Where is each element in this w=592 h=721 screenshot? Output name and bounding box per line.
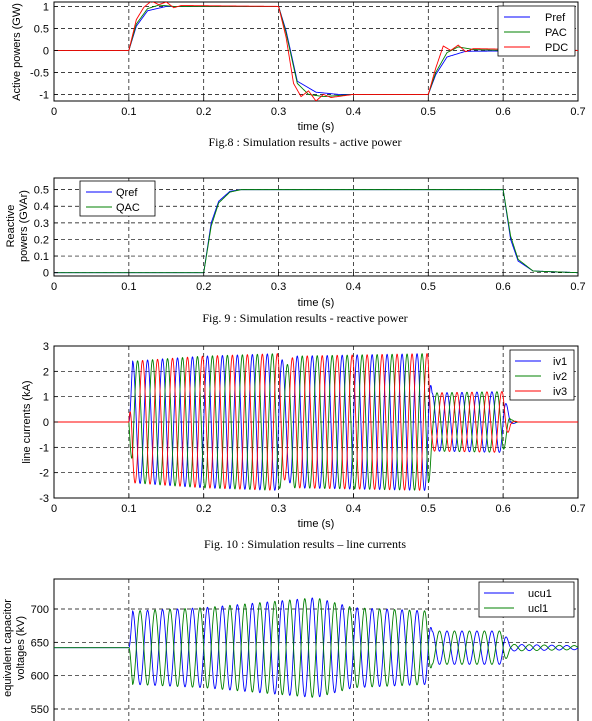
x-tick-label: 0.3 bbox=[270, 281, 287, 293]
y-axis-label-3: line currents (kA) bbox=[21, 380, 33, 464]
legend-2 bbox=[80, 181, 155, 216]
x-axis-label-2: time (s) bbox=[297, 297, 335, 309]
legend-label-ucu1: ucu1 bbox=[528, 588, 552, 600]
x-tick-label: 0.2 bbox=[196, 106, 212, 118]
x-tick-label: 0.4 bbox=[345, 503, 362, 515]
x-tick-label: 0.1 bbox=[121, 503, 137, 515]
y-tick-label: -1 bbox=[39, 442, 49, 455]
y-tick-label: 0 bbox=[42, 267, 49, 280]
y-tick-label: 1 bbox=[42, 391, 49, 404]
y-tick-label: 0.3 bbox=[33, 217, 49, 230]
caption-fig10: Fig. 10 : Simulation results – line currents bbox=[204, 537, 406, 551]
y-tick-label: 550 bbox=[30, 704, 49, 716]
y-tick-label: 0.5 bbox=[33, 184, 49, 197]
legend-label-qref: Qref bbox=[116, 187, 138, 199]
y-tick-label: 600 bbox=[30, 670, 49, 683]
x-tick-label: 0.3 bbox=[270, 503, 287, 515]
x-tick-label: 0.6 bbox=[495, 106, 511, 118]
y-tick-label: 0.4 bbox=[33, 201, 49, 214]
y-tick-label: 700 bbox=[30, 604, 49, 616]
panel-reactive-power bbox=[5, 178, 586, 325]
y-axis-label-2a: Reactive bbox=[5, 204, 17, 248]
x-tick-label: 0.6 bbox=[495, 503, 511, 515]
legend-box-4 bbox=[479, 582, 574, 617]
panel-line-currents bbox=[21, 341, 586, 551]
y-tick-label: 0 bbox=[42, 45, 49, 58]
y-tick-label: 3 bbox=[42, 341, 49, 353]
x-tick-label: 0.4 bbox=[345, 106, 362, 118]
x-tick-label: 0.5 bbox=[420, 106, 436, 118]
y-tick-label: 1 bbox=[42, 1, 49, 14]
legend-label-iv3: iv3 bbox=[553, 386, 568, 398]
legend-label-ucl1: ucl1 bbox=[528, 603, 549, 615]
y-tick-label: -0.5 bbox=[30, 67, 49, 80]
legend-3 bbox=[510, 350, 574, 400]
y-tick-label: 0.5 bbox=[33, 23, 49, 36]
legend-label-pdc: PDC bbox=[545, 42, 569, 54]
legend-1 bbox=[498, 6, 575, 56]
legend-4 bbox=[479, 582, 574, 617]
x-tick-label: 0.6 bbox=[495, 281, 511, 293]
x-tick-label: 0.7 bbox=[570, 281, 586, 293]
y-axis-label-1: Active powers (GW) bbox=[11, 3, 23, 101]
y-tick-label: 650 bbox=[30, 637, 49, 650]
x-tick-label: 0.5 bbox=[420, 281, 436, 293]
x-tick-label: 0.7 bbox=[570, 503, 586, 515]
x-tick-label: 0 bbox=[50, 106, 58, 118]
y-axis-label-4a: equivalent capacitor bbox=[2, 599, 14, 697]
y-tick-label: 0.1 bbox=[33, 251, 49, 264]
x-axis-label-3: time (s) bbox=[297, 518, 335, 530]
x-tick-label: 0.5 bbox=[420, 503, 436, 515]
y-tick-label: -3 bbox=[39, 493, 49, 505]
x-tick-label: 0.7 bbox=[570, 106, 586, 118]
legend-label-qac: QAC bbox=[116, 202, 140, 214]
y-tick-label: -1 bbox=[39, 89, 49, 102]
panel-capacitor-voltages bbox=[2, 579, 578, 721]
x-tick-label: 0 bbox=[50, 503, 58, 515]
x-tick-label: 0.2 bbox=[196, 281, 212, 293]
x-tick-label: 0.3 bbox=[270, 106, 287, 118]
x-tick-label: 0 bbox=[50, 281, 58, 293]
y-tick-label: 2 bbox=[42, 366, 49, 379]
x-tick-label: 0.2 bbox=[196, 503, 212, 515]
panel-active-power bbox=[11, 1, 586, 149]
y-tick-label: 0.2 bbox=[33, 234, 49, 247]
caption-fig9: Fig. 9 : Simulation results - reactive power bbox=[202, 311, 408, 325]
legend-label-pref: Pref bbox=[545, 12, 566, 24]
y-tick-label: -2 bbox=[39, 467, 49, 480]
x-axis-label-1: time (s) bbox=[297, 121, 335, 133]
legend-label-pac: PAC bbox=[545, 27, 567, 39]
x-tick-label: 0.1 bbox=[121, 106, 137, 118]
x-tick-label: 0.1 bbox=[121, 281, 137, 293]
legend-label-iv1: iv1 bbox=[553, 356, 568, 368]
legend-label-iv2: iv2 bbox=[553, 371, 568, 383]
y-axis-label-2b: powers (GVAr) bbox=[18, 190, 30, 262]
y-axis-label-4b: voltages (kV) bbox=[15, 615, 27, 681]
y-tick-label: 0 bbox=[42, 417, 49, 429]
caption-fig8: Fig.8 : Simulation results - active power bbox=[208, 135, 402, 149]
x-tick-label: 0.4 bbox=[345, 281, 362, 293]
